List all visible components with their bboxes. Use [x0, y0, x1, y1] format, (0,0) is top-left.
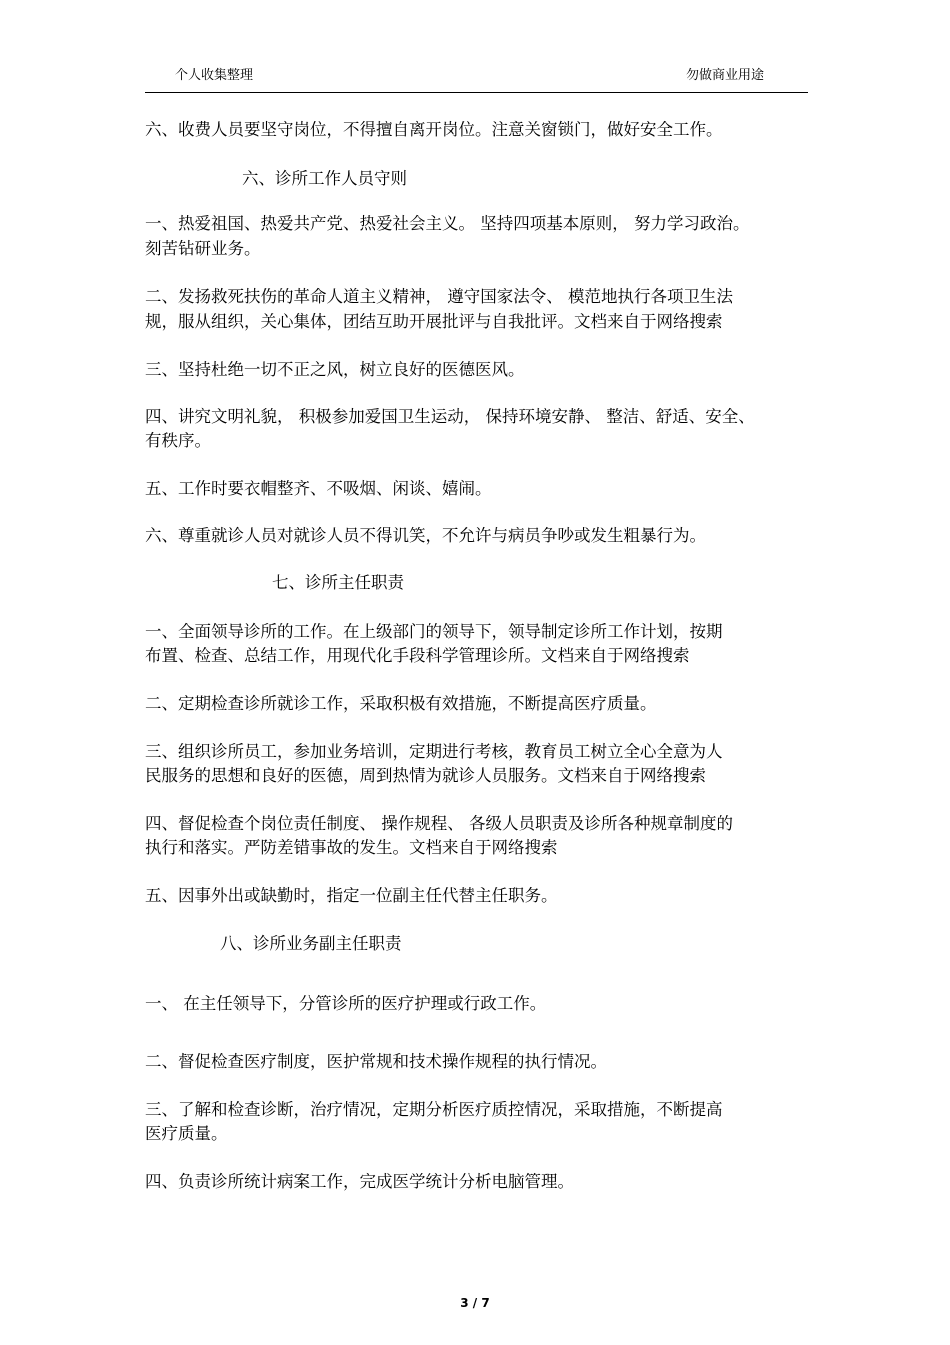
- paragraph-line: 医疗质量。: [145, 1124, 228, 1143]
- paragraph: 四、负责诊所统计病案工作，完成医学统计分析电脑管理。: [145, 1172, 574, 1191]
- paragraph: 五、因事外出或缺勤时，指定一位副主任代替主任职务。: [145, 886, 558, 905]
- header-left-text: 个人收集整理: [175, 68, 254, 83]
- paragraph: 一、 在主任领导下，分管诊所的医疗护理或行政工作。: [145, 994, 547, 1013]
- paragraph: 六、尊重就诊人员对就诊人员不得讥笑，不允许与病员争吵或发生粗暴行为。: [145, 526, 706, 545]
- section-heading-7: 七、诊所主任职责: [272, 573, 404, 592]
- paragraph: 二、定期检查诊所就诊工作，采取积极有效措施，不断提高医疗质量。: [145, 694, 657, 713]
- paragraph: 二、督促检查医疗制度，医护常规和技术操作规程的执行情况。: [145, 1052, 607, 1071]
- paragraph-line: 布置、检查、总结工作，用现代化手段科学管理诊所。文档来自于网络搜索: [145, 646, 690, 665]
- paragraph: 六、收费人员要坚守岗位，不得擅自离开岗位。注意关窗锁门，做好安全工作。: [145, 120, 723, 139]
- paragraph-line: 四、督促检查个岗位责任制度、 操作规程、 各级人员职责及诊所各种规章制度的: [145, 814, 733, 833]
- paragraph: 五、工作时要衣帽整齐、不吸烟、闲谈、嬉闹。: [145, 479, 492, 498]
- paragraph-line: 一、全面领导诊所的工作。在上级部门的领导下，领导制定诊所工作计划，按期: [145, 622, 723, 641]
- paragraph-line: 有秩序。: [145, 431, 211, 450]
- paragraph-line: 一、热爱祖国、热爱共产党、热爱社会主义。 坚持四项基本原则， 努力学习政治。: [145, 214, 750, 233]
- paragraph-line: 民服务的思想和良好的医德，周到热情为就诊人员服务。文档来自于网络搜索: [145, 766, 706, 785]
- paragraph-line: 执行和落实。严防差错事故的发生。文档来自于网络搜索: [145, 838, 558, 857]
- section-heading-8: 八、诊所业务副主任职责: [220, 934, 402, 953]
- section-heading-6: 六、诊所工作人员守则: [242, 169, 407, 188]
- paragraph-line: 刻苦钻研业务。: [145, 239, 261, 258]
- paragraph-line: 三、组织诊所员工，参加业务培训，定期进行考核，教育员工树立全心全意为人: [145, 742, 723, 761]
- paragraph-line: 四、讲究文明礼貌， 积极参加爱国卫生运动， 保持环境安静、 整洁、舒适、安全、: [145, 407, 755, 426]
- paragraph-line: 三、了解和检查诊断，治疗情况，定期分析医疗质控情况，采取措施，不断提高: [145, 1100, 723, 1119]
- header-right-text: 勿做商业用途: [685, 68, 764, 83]
- paragraph-line: 规，服从组织，关心集体，团结互助开展批评与自我批评。文档来自于网络搜索: [145, 312, 723, 331]
- paragraph: 三、坚持杜绝一切不正之风，树立良好的医德医风。: [145, 360, 525, 379]
- page-number: 3 / 7: [460, 1296, 490, 1310]
- paragraph-line: 二、发扬救死扶伤的革命人道主义精神， 遵守国家法令、 模范地执行各项卫生法: [145, 287, 733, 306]
- page-header: [145, 62, 808, 93]
